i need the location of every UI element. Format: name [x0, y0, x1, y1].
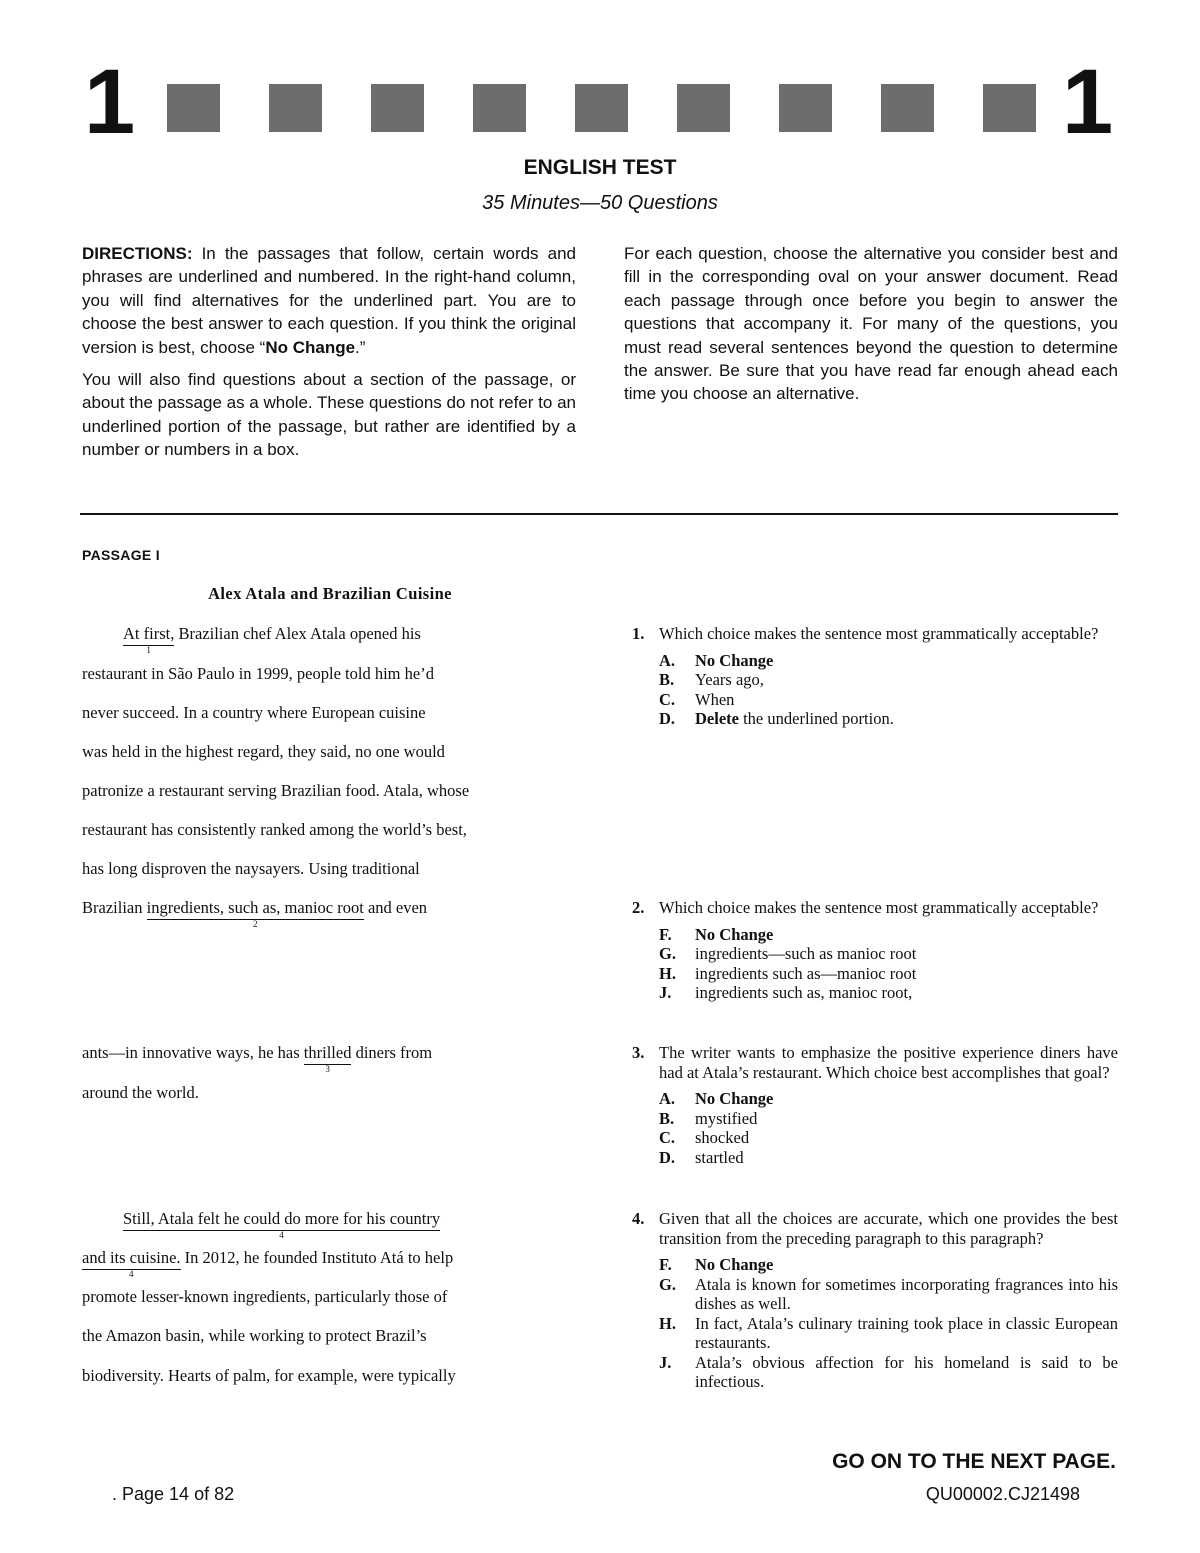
question-number: 4.	[632, 1209, 645, 1228]
passage-label: PASSAGE I	[82, 547, 160, 563]
question-stem: The writer wants to emphasize the positive experience diners have had at Atala’s restaurant. Which choice best accomplishes that goal?	[659, 1043, 1118, 1082]
header-square	[269, 84, 322, 132]
question-number: 1.	[632, 624, 645, 643]
directions-left-column	[82, 242, 576, 471]
directions-paragraph-3: For each question, choose the alternative you consider best and fill in the corresponding oval on your answer document. Read each passage through once before you begin to answer the questions that accompany it. For many of the questions, you must read several sentences beyond the question to determine the answer. Be sure that you have read far enough ahead each time you choose an alternative.	[624, 244, 1118, 404]
answer-choice-j[interactable]: J. Atala’s obvious affection for his homeland is said to be infectious.	[659, 1352, 1118, 1391]
header-square	[881, 84, 934, 132]
answer-choice-b[interactable]: B. mystified	[659, 1108, 758, 1128]
passage-line: restaurant in São Paulo in 1999, people told him he’d	[82, 664, 434, 683]
passage-title: Alex Atala and Brazilian Cuisine	[208, 584, 452, 603]
question-number: 2.	[632, 898, 645, 917]
underlined-portion-3: thrilled 3	[303, 1043, 352, 1074]
document-code: QU00002.CJ21498	[925, 1484, 1080, 1504]
answer-choice-f[interactable]: F. No Change	[659, 1255, 774, 1274]
question-ref-2: 2	[252, 919, 258, 929]
answer-choice-g[interactable]: G. Atala is known for sometimes incorporating fragrances into his dishes as well.	[659, 1274, 1118, 1313]
answer-choice-d[interactable]: D. Delete the underlined portion.	[659, 709, 894, 728]
section-number-left: 1	[84, 51, 136, 153]
header-square	[779, 84, 832, 132]
go-on-notice: GO ON TO THE NEXT PAGE.	[832, 1450, 1116, 1473]
question-4	[632, 1209, 1118, 1392]
section-divider	[80, 513, 1118, 515]
test-subtitle: 35 Minutes—50 Questions	[482, 192, 718, 214]
header-square	[473, 84, 526, 132]
header-square	[983, 84, 1036, 132]
passage-line: was held in the highest regard, they said, no one would	[82, 742, 445, 761]
passage-line: promote lesser-known ingredients, particularly those of	[82, 1287, 448, 1306]
directions-right-column	[624, 242, 1118, 415]
header-square	[575, 84, 628, 132]
header-square	[677, 84, 730, 132]
passage-line: has long disproven the naysayers. Using traditional	[82, 859, 420, 878]
passage-line	[82, 1209, 441, 1240]
answer-choice-f[interactable]: F. No Change	[659, 924, 774, 944]
question-ref-4: 4	[279, 1230, 284, 1240]
passage-line: ants—in innovative ways, he has thrilled 3 diners from	[82, 1043, 433, 1074]
question-ref-1: 1	[146, 645, 151, 655]
passage-line: Brazilian ingredients, such as, manioc root 2 and even	[82, 898, 428, 929]
answer-choice-a[interactable]: A. No Change	[659, 650, 774, 670]
question-stem: Which choice makes the sentence most grammatically acceptable?	[659, 898, 1099, 917]
passage-line: the Amazon basin, while working to protect Brazil’s	[82, 1326, 427, 1345]
passage-line: around the world.	[82, 1083, 199, 1102]
answer-choice-c[interactable]: C. When	[659, 689, 735, 709]
question-2	[632, 898, 1118, 1003]
question-stem: Given that all the choices are accurate, which one provides the best transition from the preceding paragraph to this paragraph?	[659, 1209, 1118, 1248]
passage-line: never succeed. In a country where European cuisine	[82, 703, 426, 722]
answer-choice-g[interactable]: G. ingredients—such as manioc root	[659, 944, 917, 963]
question-number: 3.	[632, 1043, 645, 1062]
answer-choice-d[interactable]: D. startled	[659, 1147, 744, 1167]
page-number: . Page 14 of 82	[112, 1484, 235, 1504]
header-square	[167, 84, 220, 132]
directions-paragraph-1: DIRECTIONS: In the passages that follow, certain words and phrases are underlined and numbered. In the right-hand column, you will find alternatives for the underlined part. You are to choose the best answer to each question. If you think the original version is best, choose “No Change.”	[82, 244, 576, 357]
passage-line: and its cuisine. 4 In 2012, he founded Instituto Atá to help	[82, 1248, 454, 1279]
question-3	[632, 1043, 1118, 1167]
question-ref-4: 4	[129, 1269, 134, 1279]
answer-choice-h[interactable]: H. ingredients such as—manioc root	[659, 963, 917, 983]
question-1	[632, 624, 1118, 729]
question-ref-3: 3	[325, 1064, 330, 1074]
underlined-portion-4a: Still, Atala felt he could do more for his country 4	[123, 1209, 441, 1240]
question-stem: Which choice makes the sentence most grammatically acceptable?	[659, 624, 1099, 643]
passage-line: restaurant has consistently ranked among the world’s best,	[82, 820, 467, 839]
passage-line: biodiversity. Hearts of palm, for example, were typically	[82, 1366, 456, 1385]
section-number-right: 1	[1062, 51, 1114, 153]
underlined-portion-2: ingredients, such as, manioc root 2	[146, 898, 364, 929]
test-title: ENGLISH TEST	[523, 156, 677, 179]
underlined-portion-4b: and its cuisine. 4	[82, 1248, 181, 1279]
header-square	[371, 84, 424, 132]
answer-choice-c[interactable]: C. shocked	[659, 1128, 750, 1147]
passage-line: At first, 1 Brazilian chef Alex Atala opened his	[123, 624, 421, 655]
answer-choice-j[interactable]: J. ingredients such as, manioc root,	[659, 983, 913, 1002]
answer-choice-h[interactable]: H. In fact, Atala’s culinary training took place in classic European restaurants.	[659, 1313, 1118, 1352]
answer-choice-b[interactable]: B. Years ago,	[659, 670, 764, 689]
directions-paragraph-2: You will also find questions about a section of the passage, or about the passage as a whole. These questions do not refer to an underlined portion of the passage, but rather are identified by a number or numbers in a box.	[82, 370, 576, 460]
answer-choice-a[interactable]: A. No Change	[659, 1089, 774, 1108]
passage-line: patronize a restaurant serving Brazilian food. Atala, whose	[82, 781, 470, 800]
directions-label: DIRECTIONS:	[82, 244, 193, 263]
underlined-portion-1: At first, 1	[123, 624, 175, 655]
